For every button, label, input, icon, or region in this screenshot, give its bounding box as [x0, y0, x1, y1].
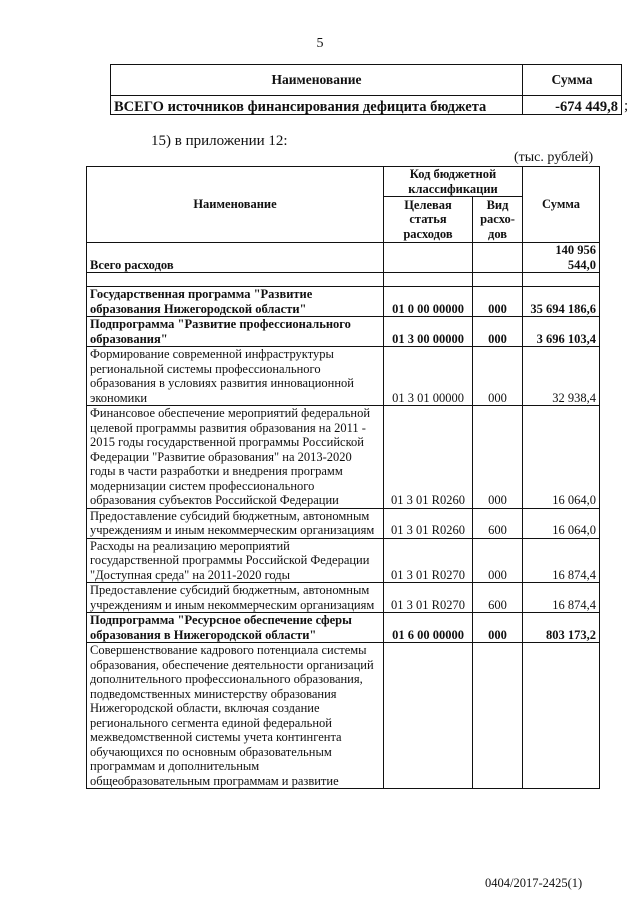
- row-target: 01 3 01 R0270: [384, 538, 473, 583]
- row-type: 600: [473, 508, 523, 538]
- row-sum: 32 938,4: [523, 347, 600, 406]
- summary-col-name: Наименование: [111, 65, 523, 96]
- row-name: Государственная программа "Развитие образования Нижегородской области": [87, 287, 384, 317]
- head-target: Целевая статья расходов: [384, 197, 473, 243]
- head-sum: Сумма: [523, 167, 600, 243]
- head-code: Код бюджетной классификации: [384, 167, 523, 197]
- row-type: [473, 643, 523, 789]
- row-sum: 16 874,4: [523, 583, 600, 613]
- table-row: [87, 613, 600, 643]
- units-label: (тыс. рублей): [514, 150, 594, 165]
- row-type: 000: [473, 406, 523, 509]
- row-target: 01 3 01 R0260: [384, 508, 473, 538]
- row-name: Подпрограмма "Развитие профессионального образования": [87, 317, 384, 347]
- head-name: Наименование: [87, 167, 384, 243]
- row-target: 01 6 00 00000: [384, 613, 473, 643]
- row-type: 000: [473, 287, 523, 317]
- row-name: Финансовое обеспечение мероприятий федеральной целевой программы развития образования на 2011 - 2015 годы государственной программы Российской Федерации "Развитие образования" на 2013-2020 годы в части разработки и внедрения программ модернизации систем профессионального образования субъектов Российской Федерации: [87, 406, 384, 509]
- row-target: 01 3 01 R0260: [384, 406, 473, 509]
- row-sum: 803 173,2: [523, 613, 600, 643]
- row-name: Формирование современной инфраструктуры региональной системы профессионального образования в условиях развития инновационной экономики: [87, 347, 384, 406]
- summary-total-value: -674 449,8: [523, 96, 622, 115]
- expenditure-table: [86, 166, 600, 789]
- row-sum: 35 694 186,6: [523, 287, 600, 317]
- table-row: [87, 508, 600, 538]
- row-type: 600: [473, 583, 523, 613]
- row-sum: 16 064,0: [523, 406, 600, 509]
- row-type: 000: [473, 538, 523, 583]
- table-row: [87, 406, 600, 509]
- row-target: 01 3 01 R0270: [384, 583, 473, 613]
- total-value: 140 956 544,0: [523, 243, 600, 273]
- table-row: [87, 583, 600, 613]
- row-sum: 16 064,0: [523, 508, 600, 538]
- row-type: 000: [473, 613, 523, 643]
- summary-total-label: ВСЕГО источников финансирования дефицита бюджета: [111, 96, 523, 115]
- head-type: Вид расхо-дов: [473, 197, 523, 243]
- row-type: 000: [473, 347, 523, 406]
- summary-trailing: ;: [624, 98, 629, 114]
- row-sum: 16 874,4: [523, 538, 600, 583]
- row-name: Подпрограмма "Ресурсное обеспечение сферы образования в Нижегородской области": [87, 613, 384, 643]
- row-target: 01 0 00 00000: [384, 287, 473, 317]
- table-row: [87, 287, 600, 317]
- table-row: [87, 317, 600, 347]
- row-target: 01 3 01 00000: [384, 347, 473, 406]
- row-sum: [523, 643, 600, 789]
- table-row: [87, 347, 600, 406]
- footer-code: 0404/2017-2425(1): [485, 876, 583, 890]
- table-row: [87, 643, 600, 789]
- total-row: [87, 243, 600, 273]
- row-type: 000: [473, 317, 523, 347]
- row-name: Расходы на реализацию мероприятий государственной программы Российской Федерации "Доступная среда" на 2011-2020 годы: [87, 538, 384, 583]
- row-name: Предоставление субсидий бюджетным, автономным учреждениям и иным некоммерческим организациям: [87, 583, 384, 613]
- table-row: [87, 538, 600, 583]
- summary-col-sum: Сумма: [523, 65, 622, 96]
- total-label: Всего расходов: [87, 243, 384, 273]
- appendix-intro: 15) в приложении 12:: [151, 133, 288, 149]
- financing-summary-table: [110, 64, 622, 115]
- row-name: Предоставление субсидий бюджетным, автономным учреждениям и иным некоммерческим организациям: [87, 508, 384, 538]
- row-sum: 3 696 103,4: [523, 317, 600, 347]
- page-number: 5: [316, 36, 324, 51]
- row-name: Совершенствование кадрового потенциала системы образования, обеспечение деятельности организаций дополнительного профессионального образования, подведомственных министерству образования Нижегородской области, включая создание регионального сегмента единой федеральной межведомственной системы учета контингента обучающихся по основным образовательным программам и дополнительным общеобразовательным программам и развитие: [87, 643, 384, 789]
- row-target: 01 3 00 00000: [384, 317, 473, 347]
- row-target: [384, 643, 473, 789]
